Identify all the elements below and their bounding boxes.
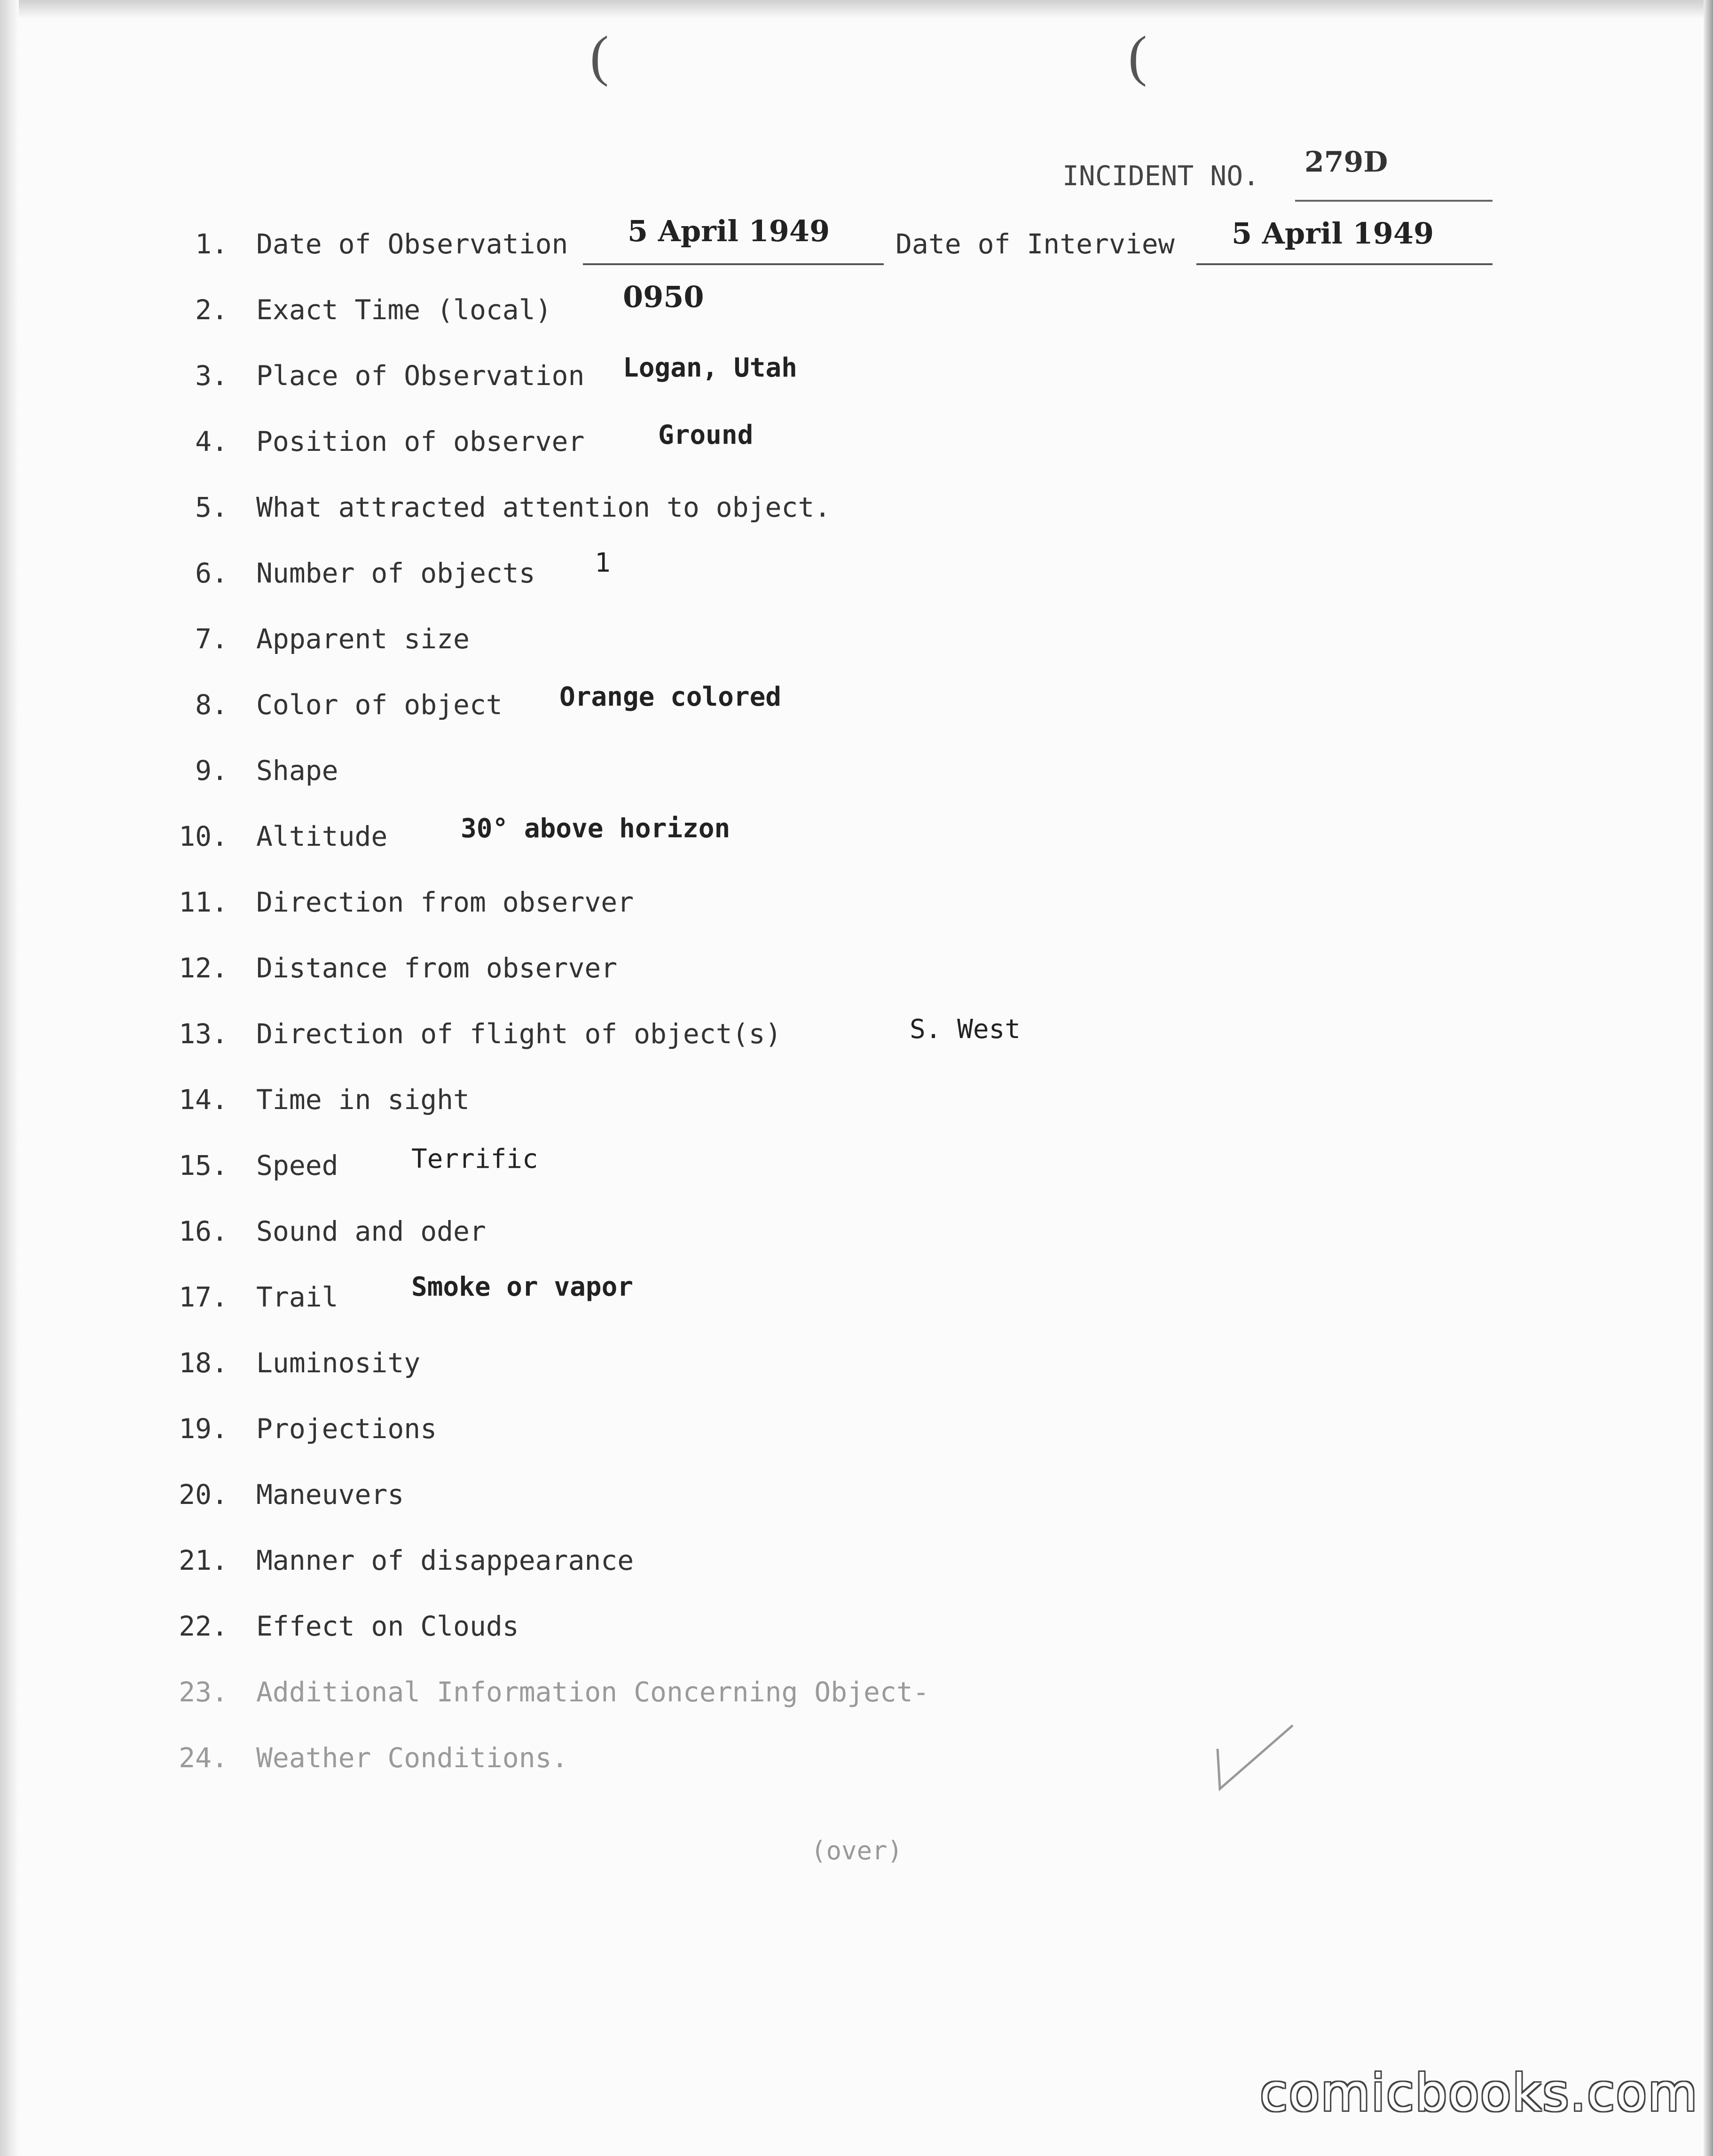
form-row xyxy=(0,353,1713,397)
form-row xyxy=(0,1272,1713,1319)
field-number: 22. xyxy=(179,1610,228,1642)
interview-underline xyxy=(1196,263,1493,265)
field-number: 18. xyxy=(179,1347,228,1379)
field-answer: Terrific xyxy=(411,1144,538,1174)
field-number: 6. xyxy=(195,557,228,589)
field-label: Luminosity xyxy=(256,1347,421,1379)
field-answer: 1 xyxy=(595,548,611,578)
field-label: Exact Time (local) xyxy=(256,294,552,326)
field-answer: Orange colored xyxy=(559,682,782,712)
punch-mark-left: ( xyxy=(590,24,609,87)
field-number: 2. xyxy=(195,294,228,326)
field-answer: 30° above horizon xyxy=(461,813,731,844)
form-row xyxy=(0,1479,1713,1516)
form-row xyxy=(0,1413,1713,1450)
form-row xyxy=(0,491,1713,529)
field-label: Trail xyxy=(256,1281,338,1313)
field-answer: Ground xyxy=(658,420,754,450)
field-label: Time in sight xyxy=(256,1084,470,1116)
punch-mark-right: ( xyxy=(1128,24,1147,87)
field-number: 4. xyxy=(195,425,228,457)
form-row xyxy=(0,755,1713,792)
field-label: Sound and oder xyxy=(256,1215,486,1247)
form-row xyxy=(0,1610,1713,1648)
field-label: Date of Observation xyxy=(256,228,568,260)
form-row xyxy=(0,1215,1713,1253)
field-label: Number of objects xyxy=(256,557,535,589)
field-label: Manner of disappearance xyxy=(256,1544,634,1576)
field-label: Distance from observer xyxy=(256,952,618,984)
date-of-interview-value: 5 April 1949 xyxy=(1232,216,1434,251)
field-label: Maneuvers xyxy=(256,1479,404,1511)
field-label: Position of observer xyxy=(256,425,585,457)
form-row xyxy=(0,280,1713,331)
form-row xyxy=(0,1544,1713,1582)
field-answer: Logan, Utah xyxy=(623,353,797,383)
field-number: 19. xyxy=(179,1413,228,1445)
form-row xyxy=(0,548,1713,595)
field-label: Additional Information Concerning Object- xyxy=(256,1676,929,1708)
incident-label: INCIDENT NO. xyxy=(1062,160,1260,192)
field-answer: Smoke or vapor xyxy=(411,1272,634,1302)
field-answer: 5 April 1949 xyxy=(628,214,830,248)
page-top-shadow xyxy=(0,0,1713,19)
field-label: Projections xyxy=(256,1413,437,1445)
field-label: What attracted attention to object. xyxy=(256,491,831,523)
check-mark-icon xyxy=(1208,1707,1302,1801)
form-row xyxy=(0,214,1713,266)
field-number: 10. xyxy=(179,820,228,852)
field-number: 14. xyxy=(179,1084,228,1116)
form-row xyxy=(0,886,1713,924)
field-label: Place of Observation xyxy=(256,360,585,392)
form-row xyxy=(0,952,1713,990)
field-label: Effect on Clouds xyxy=(256,1610,519,1642)
form-row xyxy=(0,1676,1713,1714)
field-label: Weather Conditions. xyxy=(256,1742,568,1774)
date-of-interview-label: Date of Interview xyxy=(896,228,1175,260)
answer-underline xyxy=(583,263,884,265)
field-number: 15. xyxy=(179,1149,228,1181)
form-row xyxy=(0,682,1713,726)
field-number: 23. xyxy=(179,1676,228,1708)
field-label: Direction from observer xyxy=(256,886,634,918)
field-label: Shape xyxy=(256,755,338,787)
field-label: Apparent size xyxy=(256,623,470,655)
form-row xyxy=(0,1084,1713,1121)
field-number: 24. xyxy=(179,1742,228,1774)
field-number: 11. xyxy=(179,886,228,918)
field-number: 3. xyxy=(195,360,228,392)
field-number: 1. xyxy=(195,228,228,260)
field-number: 12. xyxy=(179,952,228,984)
form-row xyxy=(0,813,1713,858)
form-row xyxy=(0,1742,1713,1779)
form-row xyxy=(0,1014,1713,1055)
field-number: 13. xyxy=(179,1018,228,1050)
field-number: 9. xyxy=(195,755,228,787)
incident-number: 279D xyxy=(1304,146,1388,179)
field-number: 20. xyxy=(179,1479,228,1511)
form-row xyxy=(0,623,1713,661)
form-row xyxy=(0,1144,1713,1187)
form-row xyxy=(0,420,1713,463)
field-number: 21. xyxy=(179,1544,228,1576)
field-number: 16. xyxy=(179,1215,228,1247)
field-label: Direction of flight of object(s) xyxy=(256,1018,782,1050)
field-number: 8. xyxy=(195,689,228,721)
field-label: Altitude xyxy=(256,820,388,852)
watermark: comicbooks.com xyxy=(1260,2064,1698,2123)
over-note: (over) xyxy=(811,1836,903,1865)
field-label: Speed xyxy=(256,1149,338,1181)
field-answer: S. West xyxy=(910,1014,1021,1045)
form-row xyxy=(0,1347,1713,1385)
field-answer: 0950 xyxy=(623,280,704,314)
field-number: 5. xyxy=(195,491,228,523)
field-label: Color of object xyxy=(256,689,503,721)
field-number: 7. xyxy=(195,623,228,655)
field-number: 17. xyxy=(179,1281,228,1313)
incident-underline xyxy=(1295,200,1493,202)
